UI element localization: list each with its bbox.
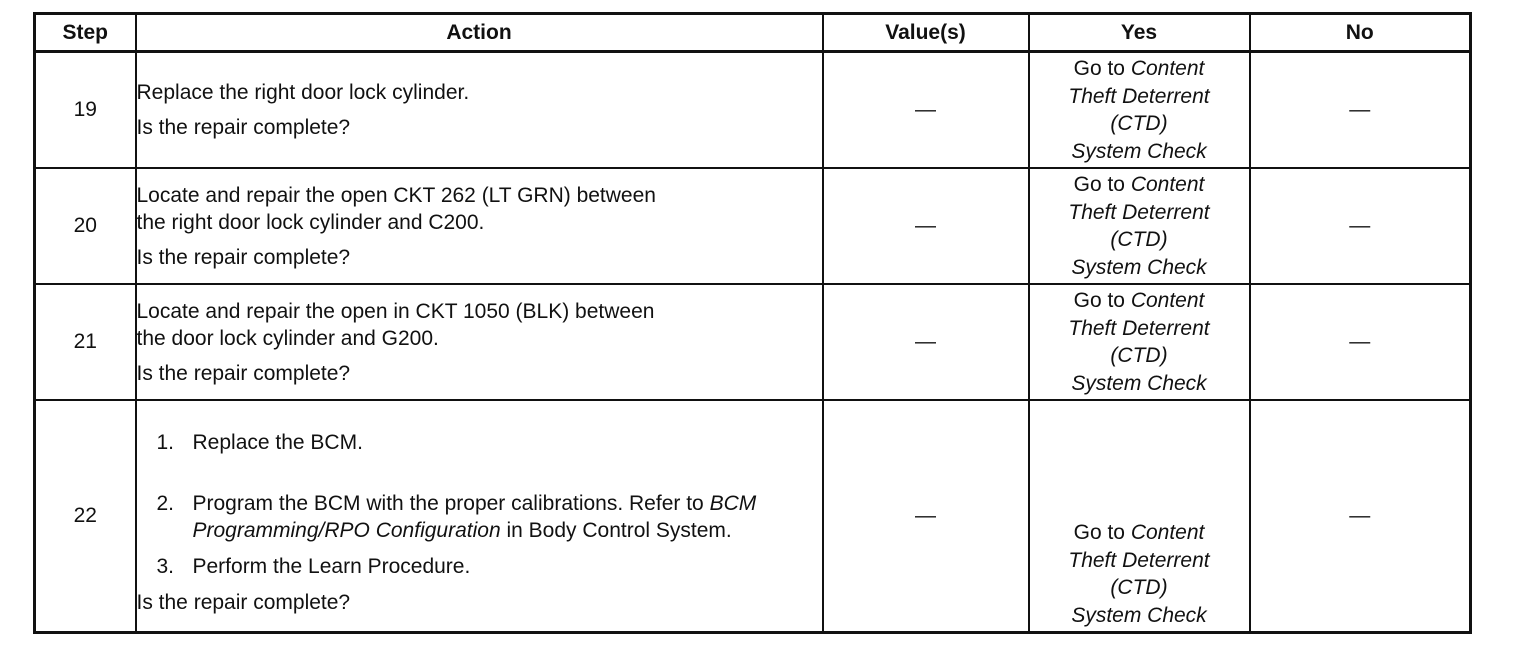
diagnostic-table xyxy=(33,12,1472,634)
no-cell: — xyxy=(1250,52,1471,169)
yes-cell[interactable] xyxy=(1029,400,1250,633)
substep-number: 1. xyxy=(156,430,175,454)
yes-link[interactable]: Content xyxy=(1130,173,1205,196)
yes-link[interactable]: Content xyxy=(1130,57,1205,80)
substep-number: 3. xyxy=(156,554,175,578)
action-text: Replace the right door lock cylinder. xyxy=(136,81,470,104)
step-number: 22 xyxy=(35,400,136,633)
value-cell: — xyxy=(823,400,1029,633)
table-row xyxy=(35,52,1471,169)
yes-link[interactable]: System Check xyxy=(1071,255,1207,279)
yes-link[interactable]: Theft Deterrent xyxy=(1068,548,1210,572)
step-number: 21 xyxy=(35,284,136,400)
yes-prefix: Go to xyxy=(1073,173,1125,196)
action-text: the door lock cylinder and G200. xyxy=(136,326,439,350)
step-number: 20 xyxy=(35,168,136,284)
substep-number: 2. xyxy=(156,491,175,515)
substep xyxy=(137,490,822,544)
yes-link[interactable]: Theft Deterrent xyxy=(1068,200,1210,224)
action-question: Is the repair complete? xyxy=(136,590,351,614)
substep-list xyxy=(137,429,822,580)
value-cell: — xyxy=(823,168,1029,284)
yes-link[interactable]: (CTD) xyxy=(1110,344,1168,367)
header-step: Step xyxy=(35,14,136,52)
yes-cell[interactable] xyxy=(1029,168,1250,284)
no-cell: — xyxy=(1250,168,1471,284)
substep-text: in Body Control System. xyxy=(506,518,732,542)
value-cell: — xyxy=(823,52,1029,169)
yes-link[interactable]: (CTD) xyxy=(1110,576,1168,599)
yes-link[interactable]: System Check xyxy=(1071,139,1207,163)
action-cell xyxy=(136,284,823,400)
yes-link[interactable]: Content xyxy=(1130,289,1205,312)
step-number: 19 xyxy=(35,52,136,169)
action-text: Locate and repair the open CKT 262 (LT GRN) between xyxy=(136,183,656,207)
no-cell: — xyxy=(1250,400,1471,633)
table-row xyxy=(35,168,1471,284)
action-question: Is the repair complete? xyxy=(136,116,351,139)
substep-link[interactable]: BCM Programming/RPO Configuration xyxy=(192,491,757,542)
header-row xyxy=(35,14,1471,52)
action-cell xyxy=(136,52,823,169)
value-cell: — xyxy=(823,284,1029,400)
header-yes: Yes xyxy=(1029,14,1250,52)
yes-link[interactable]: Theft Deterrent xyxy=(1068,316,1210,340)
action-text: Locate and repair the open in CKT 1050 (BLK) between xyxy=(136,299,655,323)
yes-prefix: Go to xyxy=(1073,57,1125,80)
action-cell xyxy=(136,168,823,284)
substep xyxy=(137,553,822,580)
yes-cell[interactable] xyxy=(1029,284,1250,400)
yes-link[interactable]: (CTD) xyxy=(1110,228,1168,251)
yes-link[interactable]: Theft Deterrent xyxy=(1068,84,1210,108)
yes-link[interactable]: Content xyxy=(1130,521,1205,544)
table-row xyxy=(35,284,1471,400)
action-question: Is the repair complete? xyxy=(136,245,351,269)
action-question: Is the repair complete? xyxy=(136,361,351,385)
table-row xyxy=(35,400,1471,633)
action-text: the right door lock cylinder and C200. xyxy=(136,210,485,234)
yes-prefix: Go to xyxy=(1073,521,1125,544)
action-cell xyxy=(136,400,823,633)
substep-text: Perform the Learn Procedure. xyxy=(192,554,471,578)
header-values: Value(s) xyxy=(823,14,1029,52)
substep-text: Replace the BCM. xyxy=(192,430,363,454)
yes-link[interactable]: System Check xyxy=(1071,603,1207,627)
header-no: No xyxy=(1250,14,1471,52)
yes-link[interactable]: (CTD) xyxy=(1110,112,1168,135)
no-cell: — xyxy=(1250,284,1471,400)
substep-text: Program the BCM with the proper calibrations. Refer to xyxy=(192,491,704,515)
yes-link[interactable]: System Check xyxy=(1071,371,1207,395)
substep xyxy=(137,429,822,456)
yes-prefix: Go to xyxy=(1073,289,1125,312)
header-action: Action xyxy=(136,14,823,52)
yes-cell[interactable] xyxy=(1029,52,1250,169)
